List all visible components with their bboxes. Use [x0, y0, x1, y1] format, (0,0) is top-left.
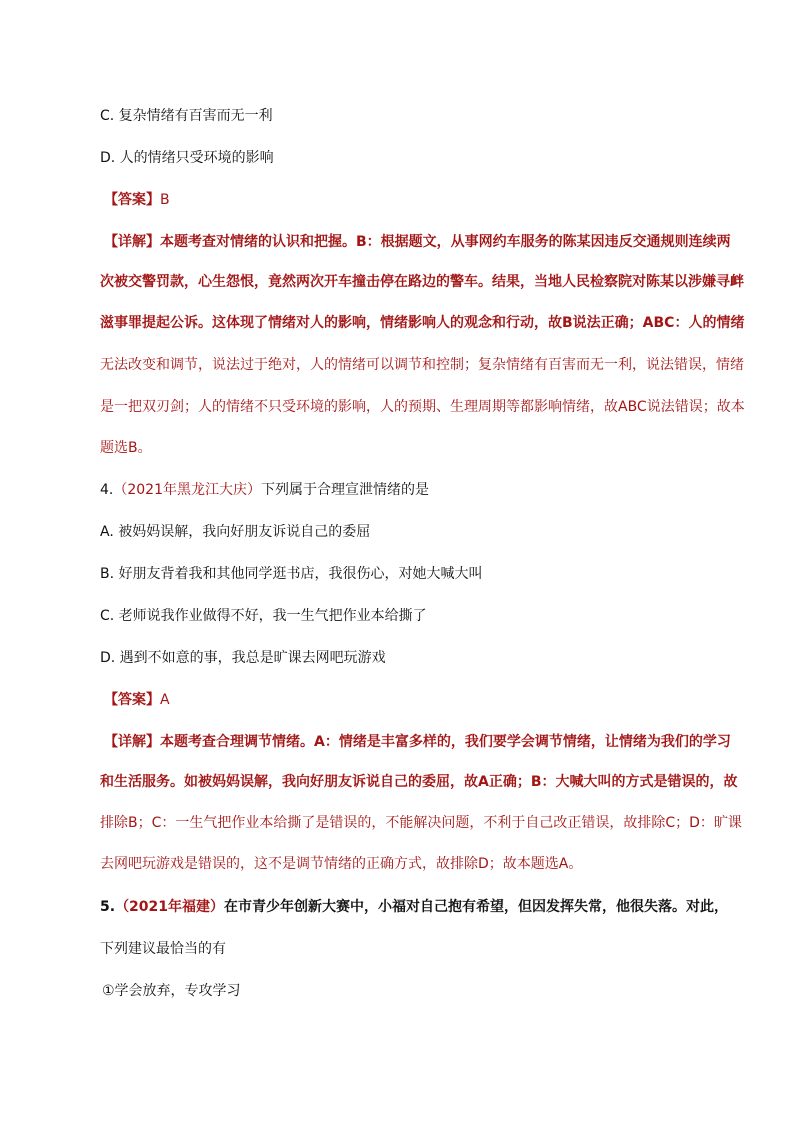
- q4-option-d: D. 遇到不如意的事，我总是旷课去网吧玩游戏: [100, 650, 386, 666]
- q4-option-b: B. 好朋友背着我和其他同学逛书店，我很伤心，对她大喊大叫: [100, 566, 483, 582]
- question-number: 4.: [100, 482, 114, 498]
- answer-value: A: [160, 692, 170, 708]
- q3-option-c: C. 复杂情绪有百害而无一利: [100, 108, 273, 124]
- question-source: （2021年黑龙江大庆）: [113, 482, 261, 498]
- q4-detail-line: 去网吧玩游戏是错误的，这不是调节情绪的正确方式，故排除D；故本题选A。: [100, 856, 583, 872]
- q5-item-1: ①学会放弃，专攻学习: [102, 983, 241, 999]
- q4-option-a: A. 被妈妈误解，我向好朋友诉说自己的委屈: [100, 524, 371, 540]
- question-number: 5.: [100, 899, 116, 915]
- question-source: （2021年福建）: [115, 899, 225, 915]
- q4-answer: [104, 690, 170, 710]
- q4-detail-line: 和生活服务。如被妈妈误解，我向好朋友诉说自己的委屈，故A正确；B：大喊大叫的方式是错误的，故: [100, 774, 738, 790]
- q3-detail-line: 滋事罪提起公诉。这体现了情绪对人的影响，情绪影响人的观念和行动，故B说法正确；ABC：人的情绪: [100, 315, 745, 331]
- detail-label: 【详解】: [104, 234, 160, 250]
- q3-answer: [104, 190, 170, 210]
- answer-label: 【答案】: [104, 192, 160, 208]
- detail-text: 本题考查对情绪的认识和把握。B：根据题文，从事网约车服务的陈某因违反交通规则连续两: [160, 234, 731, 250]
- q4-detail-line: [104, 732, 731, 752]
- q3-option-d: D. 人的情绪只受环境的影响: [100, 150, 274, 166]
- detail-label: 【详解】: [104, 734, 160, 750]
- question-stem: 下列属于合理宣泄情绪的是: [261, 482, 429, 498]
- q3-detail-line: 无法改变和调节，说法过于绝对，人的情绪可以调节和控制；复杂情绪有百害而无一利，说法错误，情绪: [100, 357, 744, 373]
- q4-stem: [100, 480, 429, 500]
- q5-stem-line2: 下列建议最恰当的有: [100, 941, 226, 957]
- question-stem: 在市青少年创新大赛中，小福对自己抱有希望，但因发挥失常，他很失落。对此，: [224, 899, 729, 915]
- answer-label: 【答案】: [104, 692, 160, 708]
- q3-detail-line: [104, 232, 731, 252]
- detail-text: 本题考查合理调节情绪。A：情绪是丰富多样的，我们要学会调节情绪，让情绪为我们的学习: [160, 734, 731, 750]
- q3-detail-line: 题选B。: [100, 440, 152, 456]
- answer-value: B: [160, 192, 170, 208]
- q4-detail-line: 排除B；C：一生气把作业本给撕了是错误的，不能解决问题，不利于自己改正错误，故排除C；D：旷课: [100, 815, 742, 831]
- q5-stem-line1: [100, 897, 728, 917]
- q4-option-c: C. 老师说我作业做得不好，我一生气把作业本给撕了: [100, 608, 427, 624]
- q3-detail-line: 次被交警罚款，心生怨恨，竟然两次开车撞击停在路边的警车。结果，当地人民检察院对陈某以涉嫌寻衅: [100, 274, 744, 290]
- q3-detail-line: 是一把双刃剑；人的情绪不只受环境的影响，人的预期、生理周期等都影响情绪，故ABC说法错误；故本: [100, 399, 745, 415]
